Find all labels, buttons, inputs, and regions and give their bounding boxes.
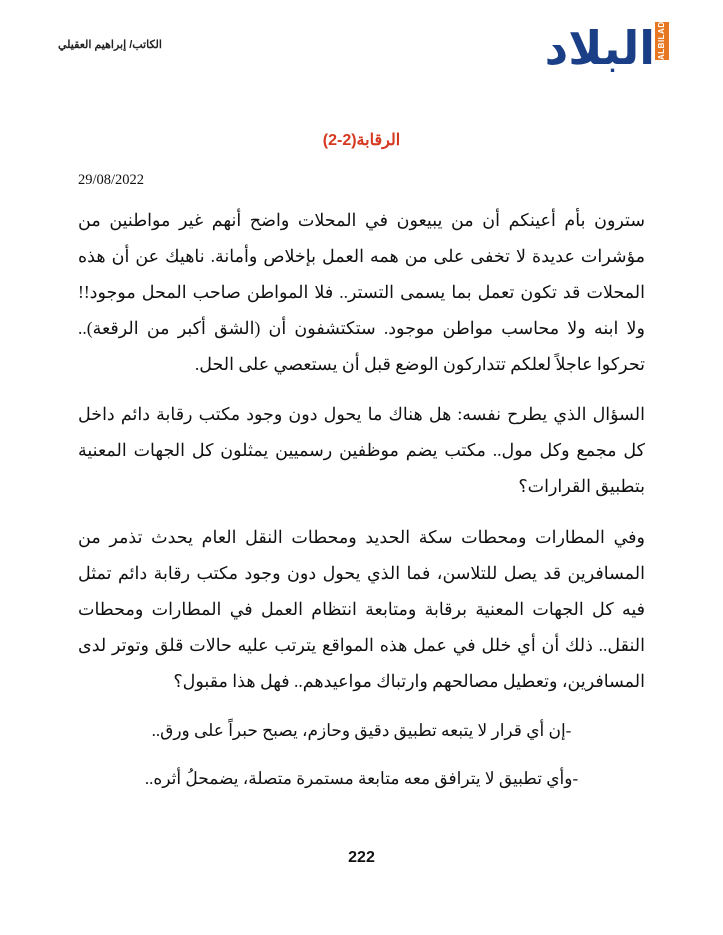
page-title: الرقابة(2-2) bbox=[322, 132, 401, 149]
list-item: -إن أي قرار لا يتبعه تطبيق دقيق وحازم، يصبح حبراً على ورق.. bbox=[151, 721, 572, 741]
logo-wordmark: البلاد bbox=[544, 21, 655, 75]
page-header bbox=[0, 22, 723, 82]
author-byline: الكاتب/ إبراهيم العقيلي bbox=[58, 39, 162, 51]
article-body bbox=[78, 172, 645, 810]
list-item: -وأي تطبيق لا يترافق معه متابعة مستمرة متصلة، يضمحلُ أثره.. bbox=[144, 769, 579, 789]
article-date: 29/08/2022 bbox=[78, 172, 145, 188]
logo-badge: ALBILAD bbox=[655, 22, 669, 60]
paragraph: السؤال الذي يطرح نفسه: هل هناك ما يحول دون وجود مكتب رقابة دائم داخل كل مجمع وكل مول.. مكتب يضم موظفين رسميين يمثلون كل الجهات المعنية بتطبيق القرارات؟ bbox=[78, 404, 645, 497]
albilad-logo bbox=[545, 22, 673, 74]
paragraph: وفي المطارات ومحطات سكة الحديد ومحطات النقل العام يحدث تذمر من المسافرين قد يصل للتلاسن، فما الذي يحول دون وجود مكتب رقابة دائم تمثل فيه كل الجهات المعنية برقابة ومتابعة انتظام العمل في المطارات ومحطات النقل.. ذلك أن أي خلل في عمل هذه المواقع يترتب عليه حالات قلق وتوتر لدى المسافرين، وتعطيل مصالحهم وارتباك مواعيدهم.. فهل هذا مقبول؟ bbox=[78, 527, 645, 691]
page-number: 222 bbox=[348, 849, 375, 866]
paragraph: سترون بأم أعينكم أن من يبيعون في المحلات واضح أنهم غير مواطنين من مؤشرات عديدة لا تخفى على من همه العمل بإخلاص وأمانة. ناهيك عن أن هذه المحلات قد تكون تعمل بما يسمى التستر.. فلا المواطن صاحب المحل موجود!! ولا ابنه ولا محاسب مواطن موجود. ستكتشفون أن (الشق أكبر من الرقعة).. تحركوا عاجلاً لعلكم تتداركون الوضع قبل أن يستعصي على الحل. bbox=[78, 210, 645, 374]
